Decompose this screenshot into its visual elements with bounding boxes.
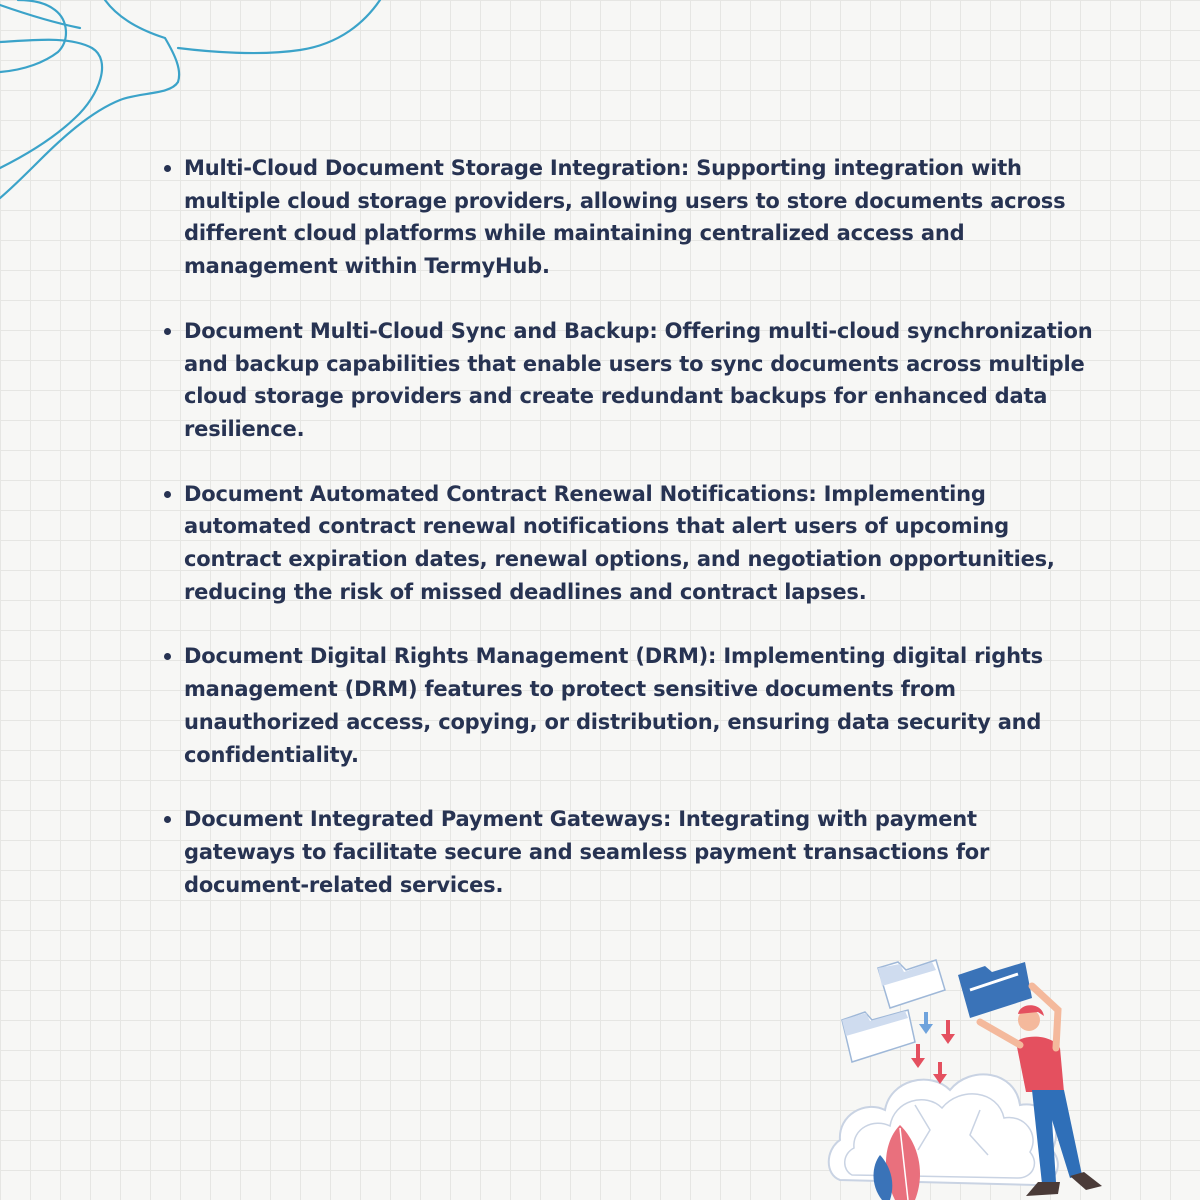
feature-text: Document Digital Rights Management (DRM): Implementing digital rights management (DRM) features to protect sensitive documents from unauthorized access, copying, or distribution, ensuring data security and confidentiality.	[184, 644, 1043, 767]
list-item	[163, 640, 1093, 771]
feature-list	[163, 152, 1093, 933]
list-item	[163, 315, 1093, 446]
cloud-icon	[829, 1074, 1058, 1185]
list-item	[163, 152, 1093, 283]
cloud-upload-illustration	[820, 950, 1120, 1200]
feature-text: Document Automated Contract Renewal Notifications: Implementing automated contract renewal notifications that alert users of upcoming contract expiration dates, renewal options, and negotiation opportunities, reducing the risk of missed deadlines and contract lapses.	[184, 481, 1055, 604]
bullet-icon	[164, 491, 171, 498]
bullet-icon	[164, 653, 171, 660]
list-item	[163, 478, 1093, 609]
feature-text: Multi-Cloud Document Storage Integration: Supporting integration with multiple cloud storage providers, allowing users to store documents across different cloud platforms while maintaining centralized access and management within TermyHub.	[184, 156, 1066, 279]
folder-icon	[842, 1010, 915, 1062]
bullet-icon	[164, 165, 171, 172]
feature-text: Document Multi-Cloud Sync and Backup: Offering multi-cloud synchronization and backup capabilities that enable users to sync documents across multiple cloud storage providers and create redundant backups for enhanced data resilience.	[184, 318, 1093, 441]
list-item	[163, 803, 1093, 901]
down-arrow-icon	[911, 1012, 955, 1084]
folder-icon	[878, 960, 945, 1008]
bullet-icon	[164, 328, 171, 335]
bullet-icon	[164, 816, 171, 823]
feature-text: Document Integrated Payment Gateways: Integrating with payment gateways to facilitate secure and seamless payment transactions for document-related services.	[184, 807, 990, 897]
